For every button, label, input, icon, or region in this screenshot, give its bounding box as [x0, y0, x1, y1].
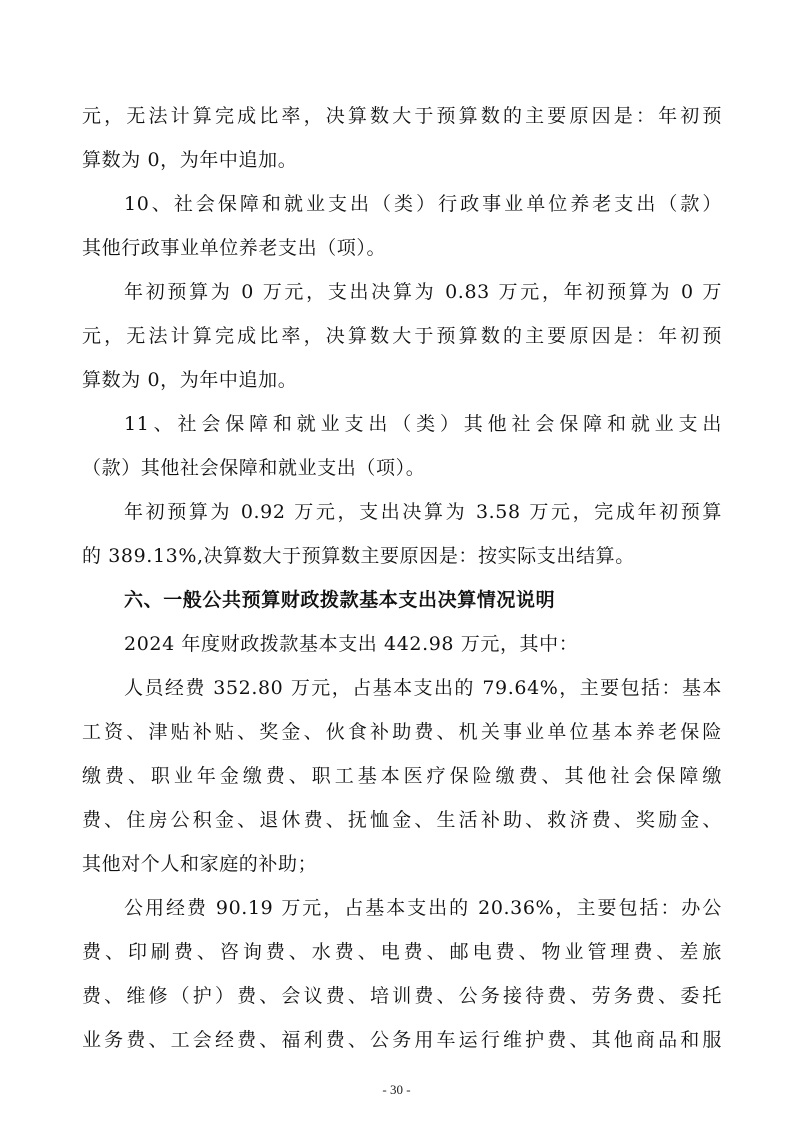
body-text-line: 其他对个人和家庭的补助； — [82, 853, 318, 875]
body-text-line: 2024 年度财政拨款基本支出 442.98 万元，其中： — [124, 633, 579, 655]
body-text-line: 业务费、工会经费、福利费、公务用车运行维护费、其他商品和服 — [82, 1029, 722, 1051]
body-text-line: 算数为 0，为年中追加。 — [82, 369, 298, 391]
section-item-11-title: 11、社会保障和就业支出（类）其他社会保障和就业支出 — [124, 413, 722, 435]
body-text-line: 缴费、职业年金缴费、职工基本医疗保险缴费、其他社会保障缴 — [82, 765, 722, 787]
section-heading: 六、一般公共预算财政拨款基本支出决算情况说明 — [124, 589, 556, 611]
body-text-line: 费、印刷费、咨询费、水费、电费、邮电费、物业管理费、差旅 — [82, 941, 722, 963]
section-item-10-title: 10、社会保障和就业支出（类）行政事业单位养老支出（款） — [124, 193, 722, 215]
body-text-line: 元，无法计算完成比率，决算数大于预算数的主要原因是：年初预 — [82, 105, 722, 127]
body-text-line: 费、住房公积金、退休费、抚恤金、生活补助、救济费、奖励金、 — [82, 809, 722, 831]
page-number: - 30 - — [382, 1082, 411, 1097]
body-text-line: 公用经费 90.19 万元，占基本支出的 20.36%，主要包括：办公 — [124, 897, 722, 919]
body-text-line: 年初预算为 0.92 万元，支出决算为 3.58 万元，完成年初预算 — [124, 501, 722, 523]
body-text-line: 工资、津贴补贴、奖金、伙食补助费、机关事业单位基本养老保险 — [82, 721, 722, 743]
body-text-line: 费、维修（护）费、会议费、培训费、公务接待费、劳务费、委托 — [82, 985, 722, 1007]
body-text-line: 元，无法计算完成比率，决算数大于预算数的主要原因是：年初预 — [82, 325, 722, 347]
section-item-11-title-cont: （款）其他社会保障和就业支出（项）。 — [82, 457, 426, 479]
body-text-line: 年初预算为 0 万元，支出决算为 0.83 万元，年初预算为 0 万 — [124, 281, 722, 303]
body-text-line: 的 389.13%,决算数大于预算数主要原因是：按实际支出结算。 — [82, 545, 635, 567]
section-item-10-title-cont: 其他行政事业单位养老支出（项）。 — [82, 237, 387, 259]
body-text-line: 人员经费 352.80 万元，占基本支出的 79.64%，主要包括：基本 — [124, 677, 722, 699]
body-text-line: 算数为 0，为年中追加。 — [82, 149, 298, 171]
